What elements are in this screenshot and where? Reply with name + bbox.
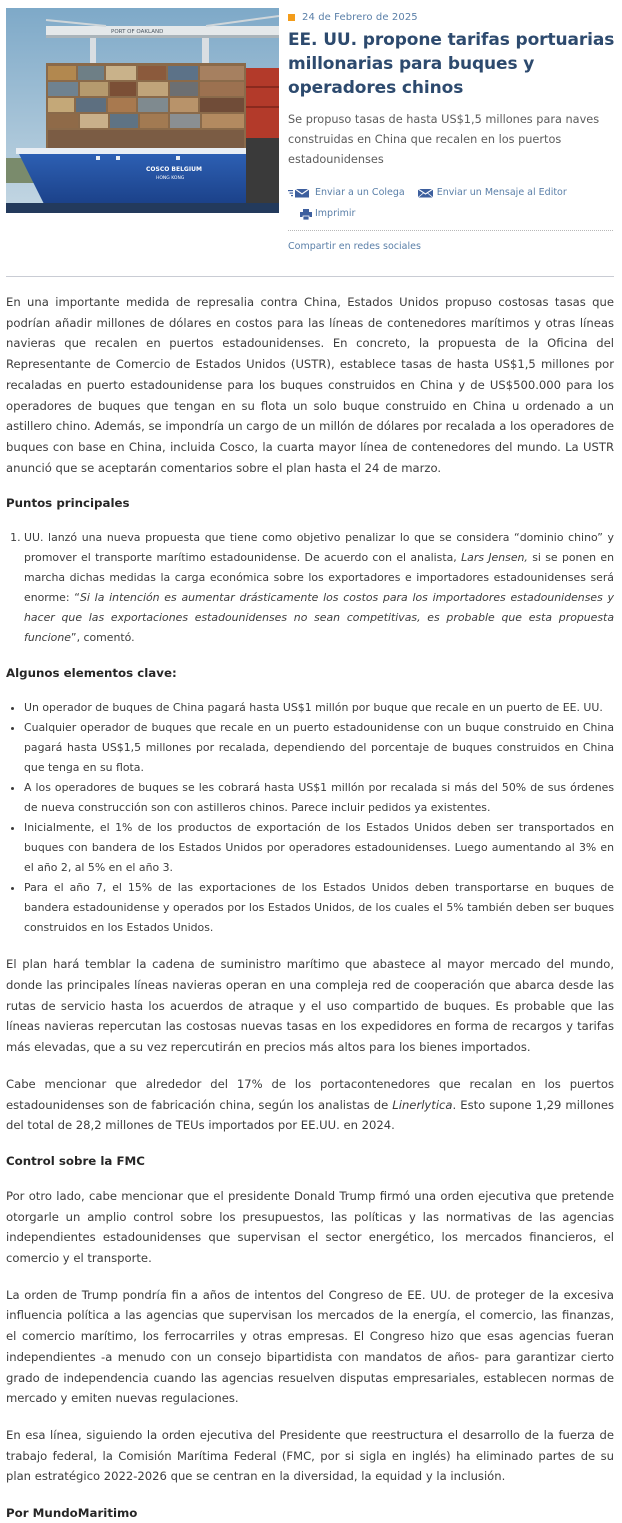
article-title: EE. UU. propone tarifas portuarias millonarias para buques y operadores chinos [288, 30, 615, 98]
envelope-arrow-icon [288, 188, 312, 198]
container-ship-illustration [6, 8, 279, 213]
ship-port: HONG KONG [156, 176, 185, 181]
paragraph-intro: En una importante medida de represalia contra China, Estados Unidos propuso costosas tasas que podrían añadir millones de dólares en costos para las líneas de contenedores marítimos y otras líneas navieras que recalen en puertos estadounidenses. En concreto, la propuesta de la Oficina del Representante de Comercio de Estados Unidos (USTR), establece tasas de hasta US$1,5 millones por recaladas en puerto estadounidense para los buques construidos en China y de US$500.000 para los operadores de buques que tengan en su flota un solo buque construido en China u ordenado a un astillero chino. Además, se impondría un cargo de un millón de dólares por recalada a los operadores de buques con base en China, incluida Cosco, la cuarta mayor línea de contenedores del mundo. La USTR anunció que se aceptarán comentarios sobre el plan hasta el 24 de marzo. [6, 295, 614, 475]
article-actions [288, 184, 618, 227]
paragraph-executive-order: Por otro lado, cabe mencionar que el presidente Donald Trump firmó una orden ejecutiva que pretende otorgarle un amplio control sobre los presupuestos, las políticas y las normativas de las agencias independientes estadounidenses que supervisan el sector energético, los mercados financieros, el comercio y el transporte. [6, 1188, 614, 1266]
send-to-editor-label: Enviar un Mensaje al Editor [436, 187, 567, 198]
print-link[interactable] [300, 205, 355, 223]
list-item: • A los operadores de buques se les cobrará hasta US$1 millón por recalada si más del 50% de sus órdenes de nueva construcción son con astilleros chinos. Parece incluir pedidos ya existentes. [24, 778, 614, 818]
printer-icon [300, 209, 312, 220]
envelope-icon [418, 188, 434, 198]
heading-key-elements: Algunos elementos clave: [6, 666, 177, 681]
date-row [288, 10, 618, 24]
article-header [0, 0, 622, 276]
list-item: • Para el año 7, el 15% de las exportaciones de los Estados Unidos deben transportarse en buques de bandera estadounidense y operados por los Estados Unidos, de los cuales el 5% también deben ser buques construidos en los Estados Unidos. [24, 878, 614, 938]
list-item: • Un operador de buques de China pagará hasta US$1 millón por buque que recale en un puerto de EE. UU. [24, 698, 614, 718]
share-social-link[interactable]: Compartir en redes sociales [288, 240, 421, 252]
list-item: • Cualquier operador de buques que recale en un puerto estadounidense con un buque construido en China pagará hasta US$1,5 millones por recalada, dependiendo del porcentaje de buques construidos en China que tenga en su flota. [24, 718, 614, 778]
header-divider [6, 276, 614, 277]
paragraph-statistics: Cabe mencionar que alrededor del 17% de los portacontenedores que recalan en los puertos estadounidenses son de fabricación china, según los analistas de Linerlytica. Esto supone 1,29 millones del total de 28,2 millones de TEUs importados por EE.UU. en 2024. [6, 1076, 614, 1133]
calendar-square-icon [288, 14, 295, 21]
article-summary: Se propuso tasas de hasta US$1,5 millones para naves construidas en China que recalen en los puertos estadounidenses [288, 113, 600, 166]
source-name: Linerlytica [392, 1097, 453, 1112]
article-byline: Por MundoMaritimo [6, 1506, 138, 1521]
article-meta [288, 10, 618, 252]
paragraph-fmc-plan: En esa línea, siguiendo la orden ejecutiva del Presidente que reestructura el desarrollo de la fuerza de trabajo federal, la Comisión Marítima Federal (FMC, por si sigla en inglés) ha eliminado partes de su plan estratégico 2022-2026 que se centran en la diversidad, la equidad y la inclusión. [6, 1427, 614, 1484]
paragraph-congress: La orden de Trump pondría fin a años de intentos del Congreso de EE. UU. de proteger de la excesiva influencia política a las agencias que supervisan los mercados de la energía, el comercio, las finanzas, el comercio marítimo, los ferrocarriles y otras empresas. El Congreso hizo que esas agencias fueran independientes -a menudo con un consejo bipartidista con mandatos de años- para garantizar cierto grado de independencia cuando las agencias resuelven disputas empresariales, establecen normas de mercado y emiten nuevas regulaciones. [6, 1287, 614, 1406]
article-date: 24 de Febrero de 2025 [302, 11, 418, 23]
article-hero-image [6, 8, 279, 213]
analyst-name: Lars Jensen, [461, 551, 528, 565]
article-body [6, 292, 614, 1523]
heading-fmc-control: Control sobre la FMC [6, 1153, 145, 1168]
list-item: 1. UU. lanzó una nueva propuesta que tiene como objetivo penalizar lo que se considera “dominio chino” y promover el transporte marítimo estadounidense. De acuerdo con el analista, Lars Jensen, si se ponen en marcha dichas medidas la carga económica sobre los exportadores e importadores estadounidenses será enorme: “Si la intención es aumentar drásticamente los costos para los importadores estadounidenses y hacer que las exportaciones estadounidenses no sean competitivas, es probable que esta propuesta funcione”, comentó. [24, 528, 614, 648]
crane-sign: PORT OF OAKLAND [111, 29, 164, 35]
analyst-quote: Si la intención es aumentar drásticamente los costos para los importadores estadounidenses y hacer que las exportaciones estadounidenses no sean competitivas, es probable que esta propuesta funcione [24, 591, 614, 645]
heading-main-points: Puntos principales [6, 496, 130, 511]
key-elements-list [6, 698, 614, 938]
send-to-colleague-label: Enviar a un Colega [315, 187, 405, 198]
send-to-editor-link[interactable] [418, 184, 567, 202]
actions-divider [288, 230, 613, 231]
ship-name: COSCO BELGIUM [146, 166, 202, 173]
paragraph-supply-chain: El plan hará temblar la cadena de suministro marítimo que abastece al mayor mercado del mundo, donde las principales líneas navieras operan en una compleja red de cooperación que abarca desde las rutas de servicio hasta los acuerdos de atraque y el uso compartido de buques. Es probable que las líneas navieras repercutan las costosas nuevas tasas en los expedidores en forma de recargos y tarifas más elevadas, que a su vez repercutirán en precios más altos para los bienes importados. [6, 957, 614, 1055]
send-to-colleague-link[interactable] [288, 184, 405, 202]
main-points-list [6, 528, 614, 648]
print-label: Imprimir [315, 208, 356, 219]
list-item: • Inicialmente, el 1% de los productos de exportación de los Estados Unidos deben ser transportados en buques con bandera de los Estados Unidos por operadores estadounidenses. Luego aumentando al 3% en el año 2, al 5% en el año 3. [24, 818, 614, 878]
